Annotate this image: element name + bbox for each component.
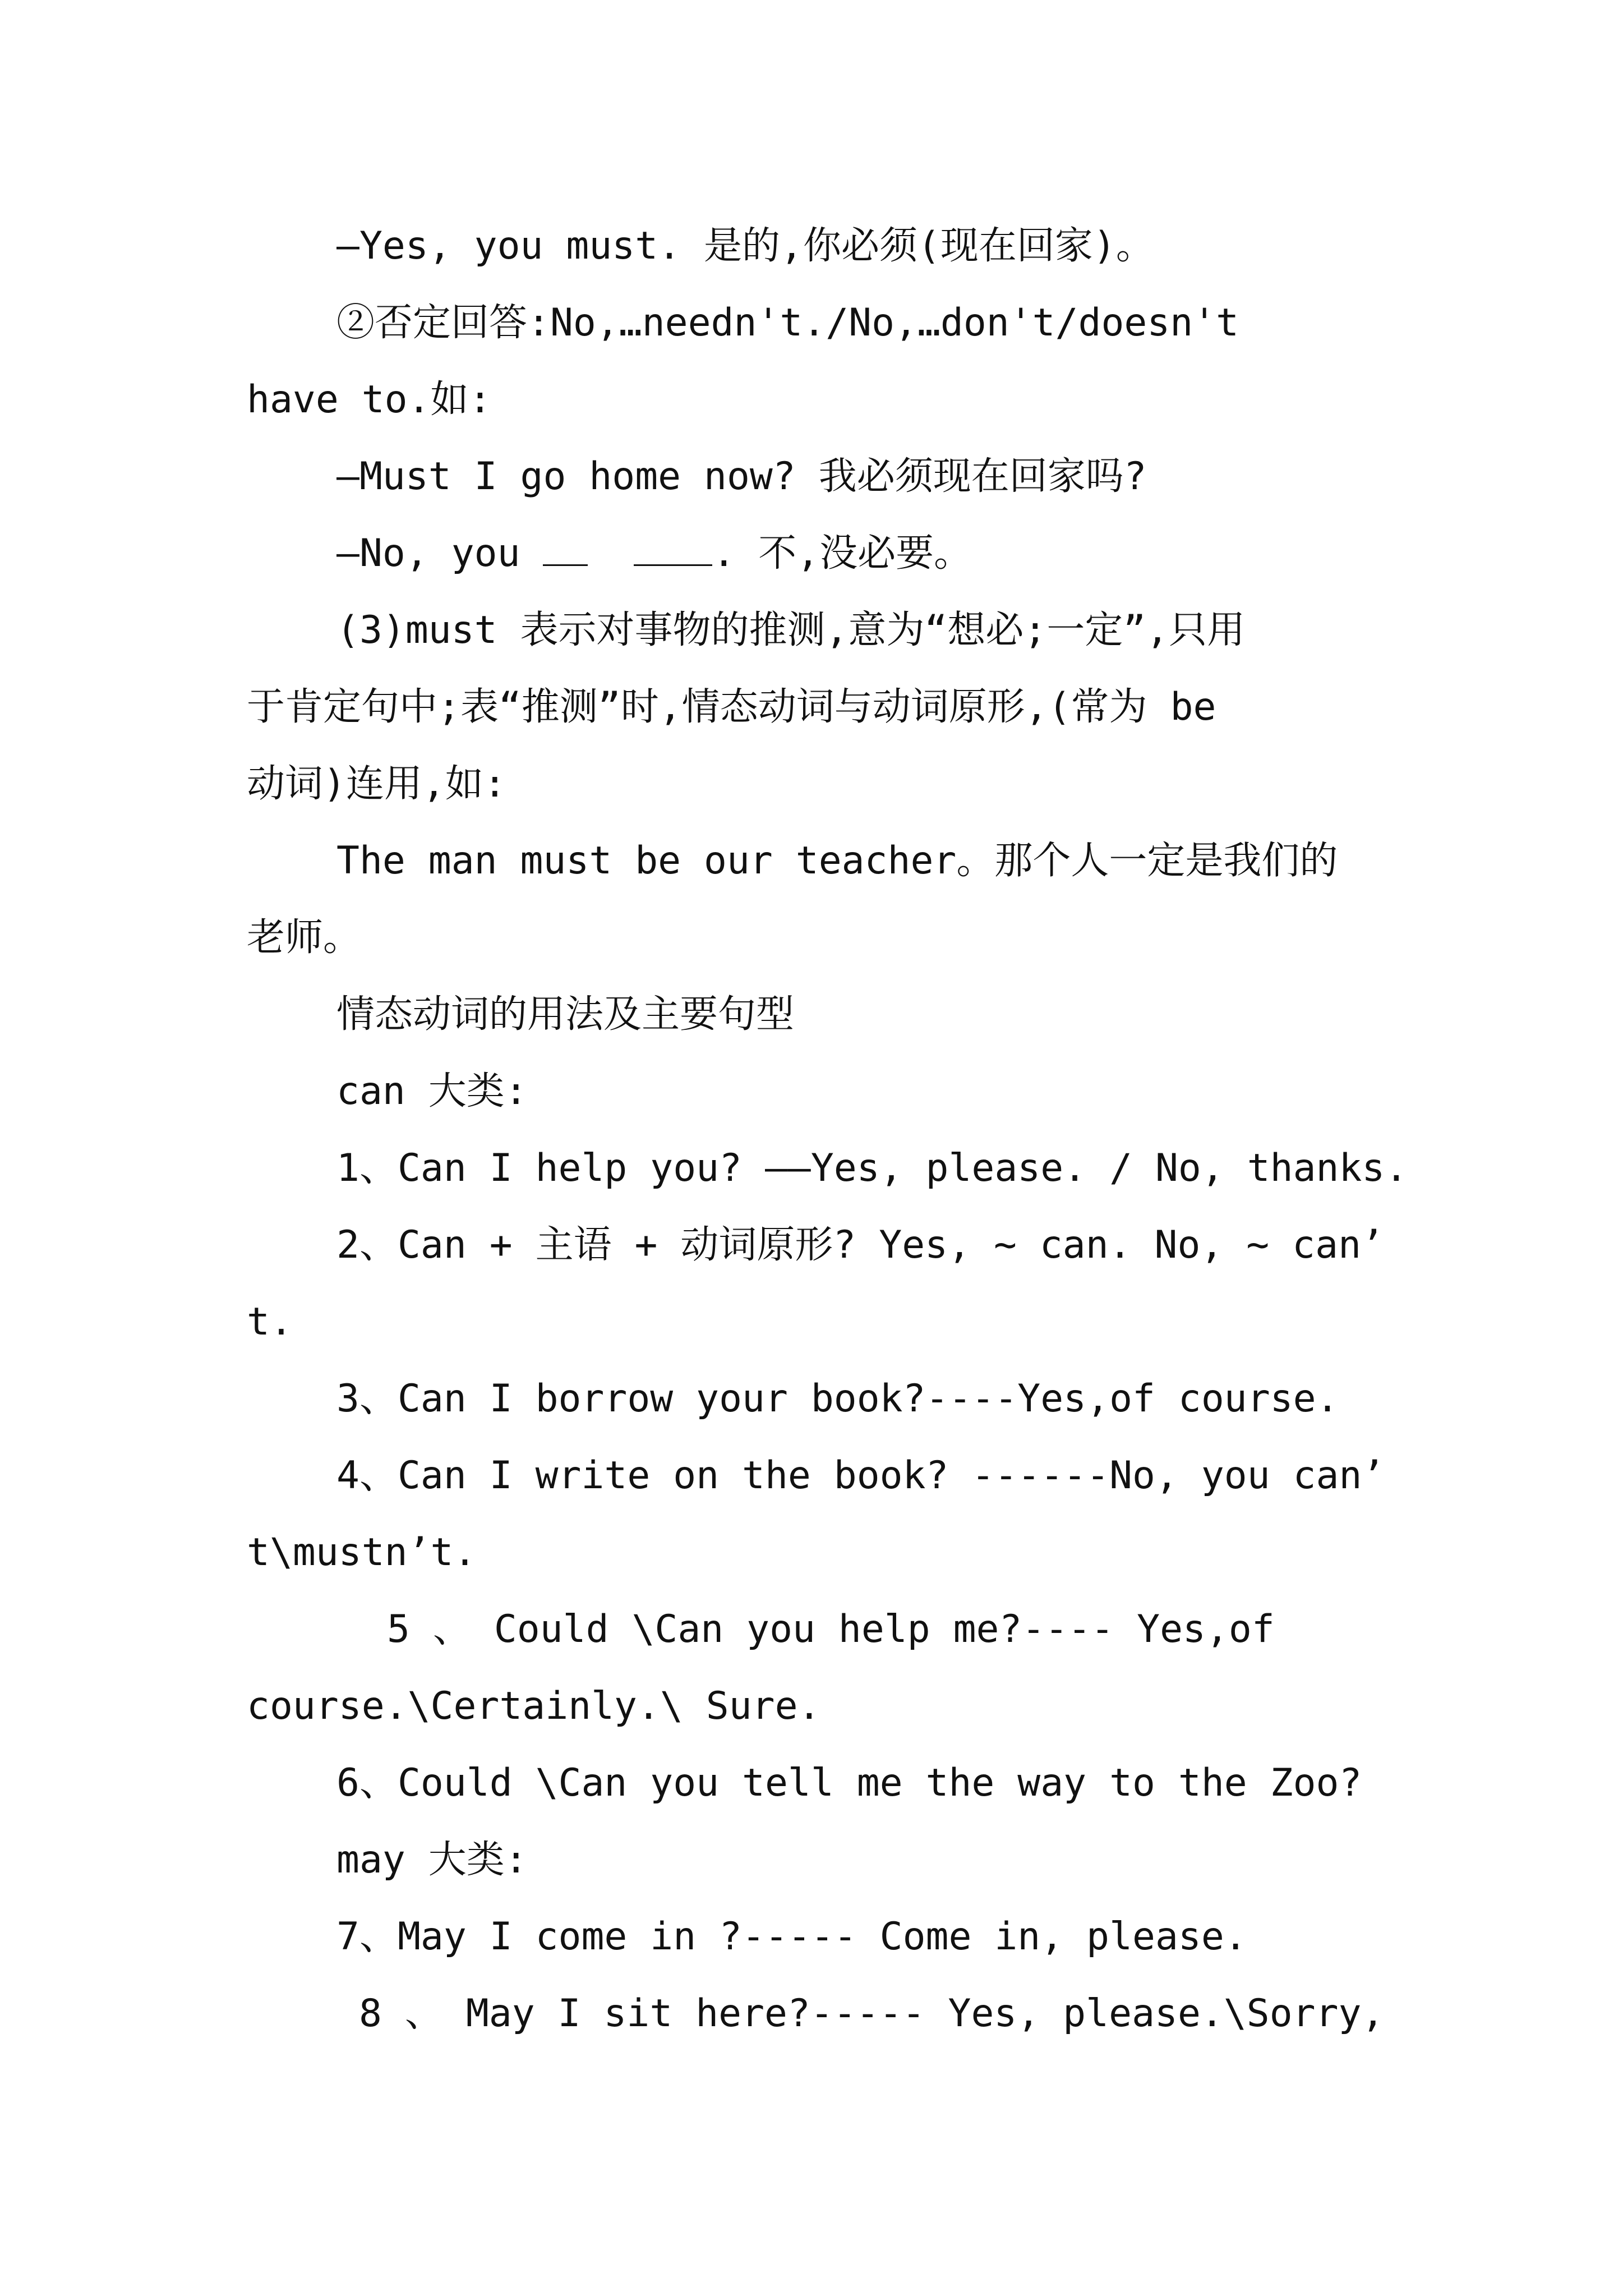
list-item-4-continued: t\mustn’t.: [247, 1530, 477, 1575]
text-line-must-i-go-home: —Must I go home now? 我必须现在回家吗?: [336, 454, 1147, 499]
section-heading-modal-verbs: 情态动词的用法及主要句型: [336, 992, 795, 1037]
fill-blank-1: [543, 535, 588, 566]
text-line-affirmative-only: 于肯定句中;表“推测”时,情态动词与动词原形,(常为 be: [247, 685, 1216, 729]
text-line-verb-combined: 动词)连用,如:: [247, 762, 506, 806]
list-item-4: 4、Can I write on the book? ------No, you can’: [336, 1453, 1385, 1498]
text-line-no-you-blank: [247, 515, 1391, 592]
list-item-2-continued: t.: [247, 1300, 293, 1344]
fill-blank-2: [634, 535, 712, 566]
category-heading-can: can 大类:: [336, 1069, 528, 1114]
list-item-3: 3、Can I borrow your book?----Yes,of course.: [336, 1377, 1339, 1421]
text-line-negative-answer: ②否定回答:No,…needn't./No,…don't/doesn't: [336, 301, 1239, 345]
list-item-6: 6、Could \Can you tell me the way to the Zoo?: [336, 1761, 1362, 1805]
list-item-5: 5 、 Could \Can you help me?---- Yes,of: [387, 1607, 1275, 1651]
list-item-8: 8 、 May I sit here?----- Yes, please.\Sorry,: [359, 1991, 1385, 2036]
list-item-2: 2、Can + 主语 + 动词原形? Yes, ~ can. No, ~ can’: [336, 1223, 1384, 1267]
list-item-5-continued: course.\Certainly.\ Sure.: [247, 1684, 821, 1728]
text-line-man-must-be-teacher: The man must be our teacher。那个人一定是我们的: [336, 839, 1338, 883]
category-heading-may: may 大类:: [336, 1838, 528, 1882]
answer-prefix: —No, you: [336, 531, 543, 576]
text-line-must-speculation: (3)must 表示对事物的推测,意为“想必;一定”,只用: [336, 608, 1246, 652]
text-line-yes-you-must: —Yes, you must. 是的,你必须(现在回家)。: [336, 224, 1154, 268]
answer-suffix: . 不,没必要。: [712, 531, 972, 576]
text-line-have-to: have to.如:: [247, 378, 492, 422]
text-line-teacher: 老师。: [247, 915, 362, 960]
list-item-1: 1、Can I help you? ——Yes, please. / No, thanks.: [336, 1146, 1408, 1190]
list-item-7: 7、May I come in ?----- Come in, please.: [336, 1915, 1247, 1959]
document-body: [247, 208, 1408, 2052]
blank-gap: [588, 531, 634, 576]
